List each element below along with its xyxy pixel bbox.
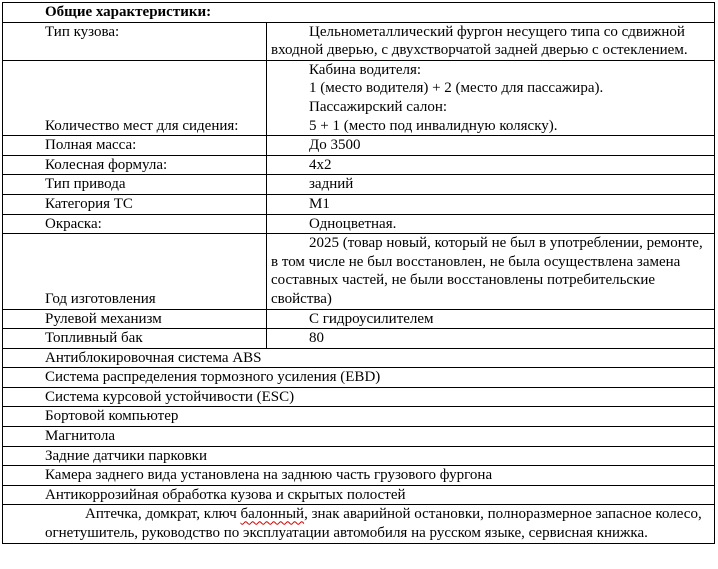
- row-value: До 3500: [267, 136, 715, 156]
- row-value: [267, 60, 715, 135]
- row-value-text: 2025 (товар новый, который не был в употреблении, ремонте, в том числе не был восстановлен, не была осуществлена замена составных частей, не были восстановлены потребительские свойства): [271, 235, 703, 307]
- equipment-note: [3, 505, 715, 543]
- table-row: [3, 175, 715, 195]
- row-value: [267, 22, 715, 60]
- row-value: 80: [267, 329, 715, 349]
- row-label: Рулевой механизм: [3, 309, 267, 329]
- row-label: Колесная формула:: [3, 155, 267, 175]
- feature-item: Антикоррозийная обработка кузова и скрытых полостей: [3, 485, 715, 505]
- feature-row: [3, 427, 715, 447]
- row-value: M1: [267, 194, 715, 214]
- feature-row: [3, 466, 715, 486]
- equipment-text-end: , знак аварийной остановки, полноразмерное запасное колесо, огнетушитель, руководство по эксплуатации автомобиля на русском языке, сервисная книжка.: [45, 506, 702, 542]
- value-line: Кабина водителя:: [309, 61, 422, 78]
- spellcheck-flagged-word: балонный: [240, 506, 305, 523]
- row-label: Окраска:: [3, 214, 267, 234]
- spec-table: [2, 2, 715, 544]
- feature-item: Бортовой компьютер: [3, 407, 715, 427]
- equipment-text-start: Аптечка, домкрат, ключ: [85, 506, 241, 523]
- feature-row: [3, 368, 715, 388]
- table-row: [3, 234, 715, 309]
- row-value: С гидроусилителем: [267, 309, 715, 329]
- feature-row: [3, 485, 715, 505]
- row-label: Тип кузова:: [3, 22, 267, 60]
- row-label: Полная масса:: [3, 136, 267, 156]
- table-row: [3, 136, 715, 156]
- row-label: Топливный бак: [3, 329, 267, 349]
- table-row: [3, 309, 715, 329]
- row-value-text: Цельнометаллический фургон несущего типа со сдвижной входной дверью, с двухстворчатой задней дверью с остеклением.: [271, 23, 688, 59]
- row-value: 4x2: [267, 155, 715, 175]
- table-row: [3, 155, 715, 175]
- row-label: Категория ТС: [3, 194, 267, 214]
- feature-row: [3, 348, 715, 368]
- feature-item: Задние датчики парковки: [3, 446, 715, 466]
- value-line: 1 (место водителя) + 2 (место для пассажира).: [309, 80, 604, 97]
- row-label: Количество мест для сидения:: [3, 60, 267, 135]
- row-value: [267, 234, 715, 309]
- feature-item: Антиблокировочная система ABS: [3, 348, 715, 368]
- value-line: 5 + 1 (место под инвалидную коляску).: [309, 117, 558, 134]
- feature-item: Камера заднего вида установлена на заднюю часть грузового фургона: [3, 466, 715, 486]
- heading-row: [3, 3, 715, 23]
- row-value: Одноцветная.: [267, 214, 715, 234]
- value-line: Пассажирский салон:: [309, 98, 448, 115]
- table-row: [3, 60, 715, 135]
- section-heading: Общие характеристики:: [3, 3, 715, 23]
- row-label: Тип привода: [3, 175, 267, 195]
- table-row: [3, 214, 715, 234]
- table-row: [3, 22, 715, 60]
- feature-row: [3, 407, 715, 427]
- feature-row: [3, 446, 715, 466]
- feature-item: Магнитола: [3, 427, 715, 447]
- table-row: [3, 329, 715, 349]
- row-value: задний: [267, 175, 715, 195]
- feature-item: Система распределения тормозного усиления (EBD): [3, 368, 715, 388]
- feature-row: [3, 387, 715, 407]
- table-row: [3, 194, 715, 214]
- equipment-row: [3, 505, 715, 543]
- feature-item: Система курсовой устойчивости (ESC): [3, 387, 715, 407]
- row-label: Год изготовления: [3, 234, 267, 309]
